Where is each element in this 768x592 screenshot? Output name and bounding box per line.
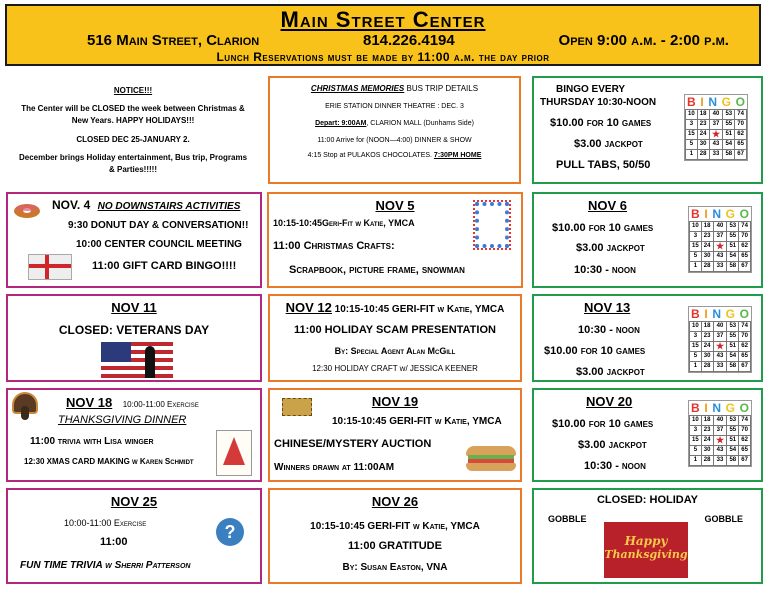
- address: 516 Main Street, Clarion: [87, 32, 260, 49]
- bingo-letter: O: [739, 401, 749, 415]
- nov6-line1: $10.00 for 10 games: [552, 222, 654, 234]
- bingo-cell: 53: [723, 110, 735, 120]
- bingo-cell: 51: [727, 242, 739, 252]
- nov19-date: NOV 19: [371, 394, 419, 409]
- bingo-cell: 67: [735, 150, 747, 160]
- bingo-cell: 24: [701, 242, 713, 252]
- bingo-cell: 1: [690, 262, 702, 272]
- bingo-cell: 40: [713, 416, 727, 426]
- bingo-weekly-line2: THURSDAY 10:30-NOON: [540, 97, 657, 108]
- nov18-line2: 11:00 trivia with Lisa winger: [30, 436, 154, 447]
- nov27-title: CLOSED: HOLIDAY: [596, 494, 699, 506]
- nov19-line1: 10:15-10:45 GERI-FIT w Katie, YMCA: [332, 416, 502, 427]
- question-icon: ?: [216, 518, 244, 546]
- bingo-cell: 10: [690, 322, 702, 332]
- bingo-cell: 33: [713, 456, 727, 466]
- bingo-weekly-line5: PULL TABS, 50/50: [556, 159, 651, 171]
- bingo-cell: 58: [723, 150, 735, 160]
- bingo-cell: 58: [727, 362, 739, 372]
- bingo-card-header: [689, 401, 751, 415]
- bingo-letter: N: [712, 401, 721, 415]
- bingo-letter: B: [691, 401, 700, 415]
- bingo-cell: 40: [713, 322, 727, 332]
- bingo-cell: 23: [701, 426, 713, 436]
- donut-icon: [14, 204, 40, 218]
- bingo-cell: 24: [701, 436, 713, 446]
- bingo-cell: 18: [697, 110, 709, 120]
- bingo-grid: [689, 415, 751, 466]
- bingo-cell: 58: [727, 456, 739, 466]
- nov20-line1: $10.00 for 10 games: [552, 418, 654, 430]
- bingo-cell: 33: [709, 150, 723, 160]
- nov20-line3: 10:30 - noon: [584, 460, 646, 472]
- bingo-cell: 54: [727, 252, 739, 262]
- nov26-line3: By: Susan Easton, VNA: [342, 562, 448, 573]
- nov18-header: [66, 394, 199, 412]
- bingo-cell: 23: [701, 332, 713, 342]
- bingo-cell: 33: [713, 262, 727, 272]
- thanksgiving-card-line2: Thanksgiving: [604, 548, 688, 561]
- bingo-cell: 3: [690, 232, 702, 242]
- bingo-cell: 23: [697, 120, 709, 130]
- bingo-cell: 70: [735, 120, 747, 130]
- thanksgiving-card-icon: [604, 522, 688, 578]
- nov4-box: [6, 192, 262, 288]
- bingo-letter: G: [725, 401, 735, 415]
- nov26-box: [268, 488, 522, 584]
- bingo-cell: 15: [686, 130, 698, 140]
- nov19-line3: Winners drawn at 11:00AM: [274, 462, 395, 473]
- bingo-card-header: [689, 307, 751, 321]
- bingo-letter: N: [708, 95, 717, 109]
- bingo-cell: 74: [739, 416, 751, 426]
- bingo-grid: [689, 221, 751, 272]
- nov13-line1: 10:30 - noon: [578, 324, 640, 336]
- bingo-letter: B: [691, 207, 700, 221]
- nov18-time: 10:00-11:00 Exercise: [122, 400, 199, 409]
- trip-line3: 11:00 Arrive for (NOON—4:00) DINNER & SHOW: [317, 137, 472, 144]
- nov13-date: NOV 13: [584, 300, 631, 315]
- bingo-letter: I: [704, 207, 708, 221]
- bingo-cell: 74: [735, 110, 747, 120]
- bingo-cell: 10: [686, 110, 698, 120]
- trip-box: [268, 76, 521, 184]
- trip-depart-label: Depart: 9:00AM: [315, 120, 367, 127]
- gobble-left: GOBBLE: [548, 514, 587, 524]
- bingo-card: [684, 94, 748, 161]
- bingo-cell: 18: [701, 416, 713, 426]
- bingo-cell: 18: [701, 322, 713, 332]
- thanksgiving-card-line1: Happy: [624, 534, 668, 548]
- bingo-letter: N: [712, 207, 721, 221]
- nov25-date: NOV 25: [110, 494, 158, 509]
- flag-icon: [101, 342, 173, 378]
- page-title: Main Street Center: [280, 7, 486, 32]
- nov11-date: NOV 11: [111, 300, 157, 315]
- nov5-line2: 11:00 Christmas Crafts:: [273, 240, 395, 252]
- bingo-cell: 18: [701, 222, 713, 232]
- bingo-cell: 65: [735, 140, 747, 150]
- nov5-date: NOV 5: [375, 198, 415, 213]
- nov19-box: [268, 388, 522, 482]
- nov25-box: [6, 488, 262, 584]
- bingo-cell: 55: [727, 232, 739, 242]
- trip-depart: [270, 120, 519, 127]
- bingo-letter: N: [712, 307, 721, 321]
- bingo-letter: I: [704, 401, 708, 415]
- nov26-line1: 10:15-10:45 GERI-FIT w Katie, YMCA: [310, 521, 480, 532]
- bingo-cell: 43: [713, 352, 727, 362]
- nov4-line2: 10:00 CENTER COUNCIL MEETING: [76, 239, 242, 250]
- bingo-letter: G: [725, 207, 735, 221]
- bingo-cell: 30: [697, 140, 709, 150]
- nov12-line1: 11:00 HOLIDAY SCAM PRESENTATION: [294, 324, 496, 336]
- bingo-grid: [689, 321, 751, 372]
- bingo-cell: ★: [709, 130, 723, 140]
- bingo-cell: 15: [690, 436, 702, 446]
- bingo-cell: 43: [709, 140, 723, 150]
- nov5-line1: 10:15-10:45Geri-Fit w Katie, YMCA: [273, 218, 415, 228]
- bingo-cell: 65: [739, 252, 751, 262]
- nov18-box: [6, 388, 262, 482]
- bingo-cell: ★: [713, 436, 727, 446]
- bingo-cell: 70: [739, 426, 751, 436]
- trip-line4-a: 4:15 Stop at PULAKOS CHOCOLATES.: [307, 152, 434, 159]
- bingo-cell: 62: [735, 130, 747, 140]
- trip-title-rest: BUS TRIP DETAILS: [404, 84, 479, 93]
- nov6-line3: 10:30 - noon: [574, 264, 636, 276]
- bingo-cell: 28: [701, 456, 713, 466]
- bingo-cell: 51: [727, 342, 739, 352]
- nov18-line3: 12:30 XMAS CARD MAKING w Karen Schmidt: [24, 457, 194, 466]
- nov6-box: [532, 192, 763, 288]
- trip-depart-rest: , CLARION MALL (Dunhams Side): [366, 120, 474, 127]
- bingo-cell: 65: [739, 352, 751, 362]
- bingo-cell: 62: [739, 436, 751, 446]
- notice-line3: December brings Holiday entertainment, Bus trip, Programs & Parties!!!!!: [18, 153, 248, 174]
- bingo-weekly-line1: BINGO EVERY: [556, 84, 626, 95]
- bingo-cell: 5: [686, 140, 698, 150]
- nov4-date: NOV. 4: [52, 198, 91, 212]
- nov12-box: [268, 294, 522, 382]
- nov20-line2: $3.00 jackpot: [578, 439, 647, 451]
- bingo-letter: O: [739, 307, 749, 321]
- bingo-cell: 62: [739, 342, 751, 352]
- bingo-cell: 10: [690, 222, 702, 232]
- nov12-date: NOV 12: [285, 300, 332, 315]
- bingo-cell: ★: [713, 342, 727, 352]
- bingo-cell: 28: [697, 150, 709, 160]
- trip-line1: ERIE STATION DINNER THEATRE : DEC. 3: [325, 103, 464, 110]
- trip-title: [270, 84, 519, 93]
- bingo-card: [688, 206, 752, 273]
- bingo-cell: 3: [686, 120, 698, 130]
- ticket-icon: [282, 398, 312, 416]
- bingo-cell: 10: [690, 416, 702, 426]
- bingo-cell: 5: [690, 352, 702, 362]
- hours: Open 9:00 a.m. - 2:00 p.m.: [558, 32, 729, 49]
- nov12-time: 10:15-10:45 GERI-FIT w Katie, YMCA: [331, 304, 505, 315]
- bingo-cell: 15: [690, 242, 702, 252]
- bingo-cell: 5: [690, 446, 702, 456]
- gobble-right: GOBBLE: [704, 514, 743, 524]
- nov13-box: [532, 294, 763, 382]
- bingo-weekly-line4: $3.00 jackpot: [574, 138, 643, 150]
- header-banner: [5, 4, 761, 66]
- sandwich-icon: [466, 442, 516, 472]
- bingo-letter: O: [735, 95, 745, 109]
- bingo-cell: 23: [701, 232, 713, 242]
- nov18-date: NOV 18: [66, 395, 113, 410]
- bingo-cell: 37: [713, 232, 727, 242]
- nov20-box: [532, 388, 763, 482]
- bingo-cell: 53: [727, 322, 739, 332]
- nov6-line2: $3.00 jackpot: [576, 242, 645, 254]
- bingo-cell: 24: [697, 130, 709, 140]
- trip-title-name: CHRISTMAS MEMORIES: [310, 84, 405, 93]
- nov12-line2: By: Special Agent Alan McGill: [334, 346, 456, 356]
- bingo-letter: B: [691, 307, 700, 321]
- bingo-cell: 30: [701, 446, 713, 456]
- bingo-cell: 37: [709, 120, 723, 130]
- nov11-box: [6, 294, 262, 382]
- bingo-cell: 5: [690, 252, 702, 262]
- nov4-line3: 11:00 GIFT CARD BINGO!!!!: [92, 260, 237, 272]
- bingo-cell: 51: [727, 436, 739, 446]
- xmas-card-icon: [216, 430, 252, 476]
- notice-line2: CLOSED DEC 25-JANUARY 2.: [76, 135, 190, 144]
- nov6-date: NOV 6: [588, 198, 628, 213]
- bingo-letter: B: [687, 95, 696, 109]
- bingo-cell: 51: [723, 130, 735, 140]
- bingo-card-header: [689, 207, 751, 221]
- nov4-line1: 9:30 DONUT DAY & CONVERSATION!!: [68, 220, 249, 231]
- bingo-cell: 1: [690, 456, 702, 466]
- nov13-line2: $10.00 for 10 games: [544, 345, 646, 357]
- bingo-cell: 62: [739, 242, 751, 252]
- lights-frame-icon: [475, 202, 509, 248]
- lunch-note: Lunch Reservations must be made by 11:00 a.m. the day prior: [216, 50, 550, 64]
- bingo-cell: 33: [713, 362, 727, 372]
- bingo-cell: 54: [727, 352, 739, 362]
- bingo-cell: 74: [739, 222, 751, 232]
- bingo-cell: 65: [739, 446, 751, 456]
- nov18-line1: THANKSGIVING DINNER: [58, 414, 187, 426]
- gift-card-icon: [28, 254, 72, 280]
- bingo-cell: 53: [727, 222, 739, 232]
- nov19-line2: CHINESE/MYSTERY AUCTION: [274, 438, 432, 450]
- bingo-cell: 30: [701, 252, 713, 262]
- bingo-cell: 43: [713, 446, 727, 456]
- bingo-cell: ★: [713, 242, 727, 252]
- header-contact-line: [7, 32, 759, 50]
- nov25-line3: FUN TIME TRIVIA w Sherri Patterson: [20, 560, 191, 571]
- nov27-box: [532, 488, 763, 584]
- bingo-cell: 54: [723, 140, 735, 150]
- turkey-icon: [12, 392, 38, 422]
- bingo-grid: [685, 109, 747, 160]
- bingo-cell: 74: [739, 322, 751, 332]
- bingo-cell: 1: [690, 362, 702, 372]
- bingo-cell: 55: [727, 426, 739, 436]
- notice-title: NOTICE!!!: [113, 86, 153, 95]
- nov26-date: NOV 26: [371, 494, 419, 509]
- trip-line4-b: 7:30PM HOME: [433, 152, 482, 159]
- bingo-card-header: [685, 95, 747, 109]
- bingo-cell: 70: [739, 232, 751, 242]
- nov26-line2: 11:00 GRATITUDE: [348, 540, 442, 552]
- bingo-cell: 3: [690, 426, 702, 436]
- bingo-cell: 55: [723, 120, 735, 130]
- bingo-cell: 30: [701, 352, 713, 362]
- bingo-letter: G: [721, 95, 731, 109]
- notice-line1: The Center will be CLOSED the week between Christmas & New Years. HAPPY HOLIDAYS!!!: [21, 104, 245, 125]
- nov4-note: NO DOWNSTAIRS ACTIVITIES: [97, 201, 241, 212]
- nov5-box: [267, 192, 523, 288]
- nov12-line3: 12:30 HOLIDAY CRAFT w/ JESSICA KEENER: [312, 364, 478, 373]
- bingo-weekly-line3: $10.00 for 10 games: [550, 117, 652, 129]
- bingo-card: [688, 306, 752, 373]
- bingo-cell: 37: [713, 332, 727, 342]
- bingo-cell: 40: [713, 222, 727, 232]
- bingo-letter: I: [704, 307, 708, 321]
- bingo-cell: 43: [713, 252, 727, 262]
- bingo-cell: 28: [701, 362, 713, 372]
- bingo-card: [688, 400, 752, 467]
- nov25-line1: 10:00-11:00 Exercise: [64, 518, 147, 528]
- bingo-cell: 1: [686, 150, 698, 160]
- nov25-line2: 11:00: [100, 536, 128, 548]
- nov20-date: NOV 20: [586, 394, 633, 409]
- bingo-weekly-box: [532, 76, 763, 184]
- bingo-cell: 55: [727, 332, 739, 342]
- nov13-line3: $3.00 jackpot: [576, 366, 645, 378]
- bingo-letter: I: [700, 95, 704, 109]
- bingo-cell: 67: [739, 262, 751, 272]
- bingo-letter: G: [725, 307, 735, 321]
- bingo-cell: 53: [727, 416, 739, 426]
- nov5-line3: Scrapbook, picture frame, snowman: [289, 264, 465, 276]
- notice-box: [6, 76, 260, 186]
- bingo-cell: 40: [709, 110, 723, 120]
- nov12-header: [270, 300, 520, 315]
- bingo-cell: 70: [739, 332, 751, 342]
- bingo-cell: 15: [690, 342, 702, 352]
- bingo-cell: 67: [739, 362, 751, 372]
- nov4-header: [52, 198, 240, 212]
- bingo-letter: O: [739, 207, 749, 221]
- trip-line4: [270, 152, 519, 159]
- nov11-line1: CLOSED: VETERANS DAY: [58, 323, 210, 337]
- bingo-cell: 58: [727, 262, 739, 272]
- bingo-cell: 67: [739, 456, 751, 466]
- bingo-cell: 28: [701, 262, 713, 272]
- phone: 814.226.4194: [362, 32, 455, 49]
- bingo-cell: 24: [701, 342, 713, 352]
- bingo-cell: 3: [690, 332, 702, 342]
- bingo-cell: 37: [713, 426, 727, 436]
- bingo-cell: 54: [727, 446, 739, 456]
